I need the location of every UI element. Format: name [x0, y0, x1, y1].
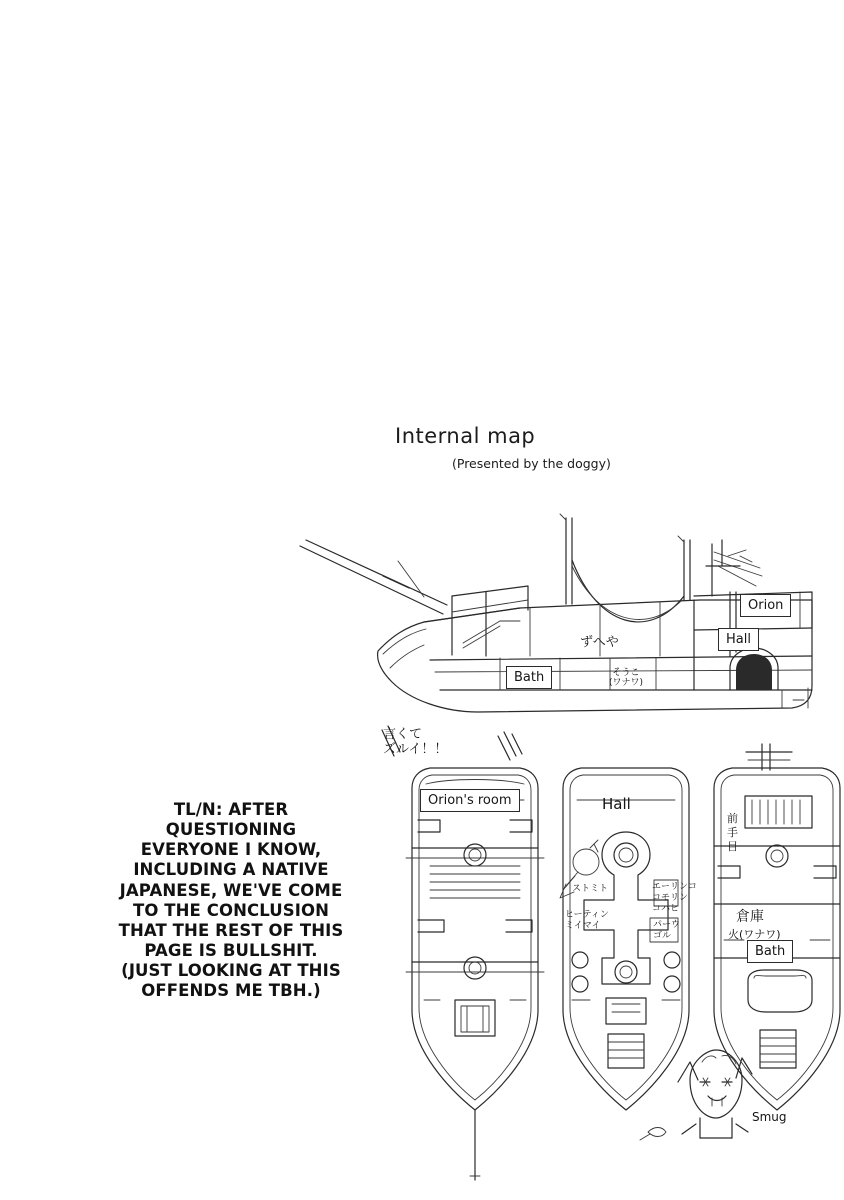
deck-middle-note-3: ヒーティン ミイマイ [565, 910, 609, 931]
deck-left-label: Orion's room [420, 789, 520, 812]
deck-middle-note-1: ストミト [572, 884, 609, 894]
deck-middle-note-2: エーリンコ コモリン コハヒ [652, 882, 698, 914]
page-title: Internal map [395, 424, 536, 448]
deck-right-label-storage: 倉庫 [736, 909, 764, 925]
side-label-jp-storage: そうこ (ワナワ) [609, 668, 644, 689]
deck-right-top-note: 前 手 目 [727, 812, 738, 853]
deck-right-label-fire: 火(ワナワ) [728, 928, 781, 941]
chibi-caption: Smug [752, 1110, 787, 1124]
side-label-bath: Bath [506, 666, 552, 689]
deck-left-annotation: 言くて ズルイ！！ [383, 727, 448, 757]
side-label-jp-deck: ずへや [580, 635, 619, 650]
deck-right-label-bath: Bath [747, 940, 793, 963]
translator-note: TL/N: AFTER QUESTIONING EVERYONE I KNOW, INCLUDING A NATIVE JAPANESE, WE'VE COME TO THE CONCLUSION THAT THE REST OF THIS PAGE IS BULLSHIT. (JUST LOOKING AT THIS OFFENDS ME TBH.) [118, 800, 344, 1001]
deck-middle-label: Hall [602, 795, 631, 813]
side-label-orion: Orion [740, 594, 791, 617]
deck-middle-note-4: パーウ ゴル [653, 920, 681, 941]
page-subtitle: (Presented by the doggy) [452, 456, 611, 471]
side-label-hall: Hall [718, 628, 759, 651]
